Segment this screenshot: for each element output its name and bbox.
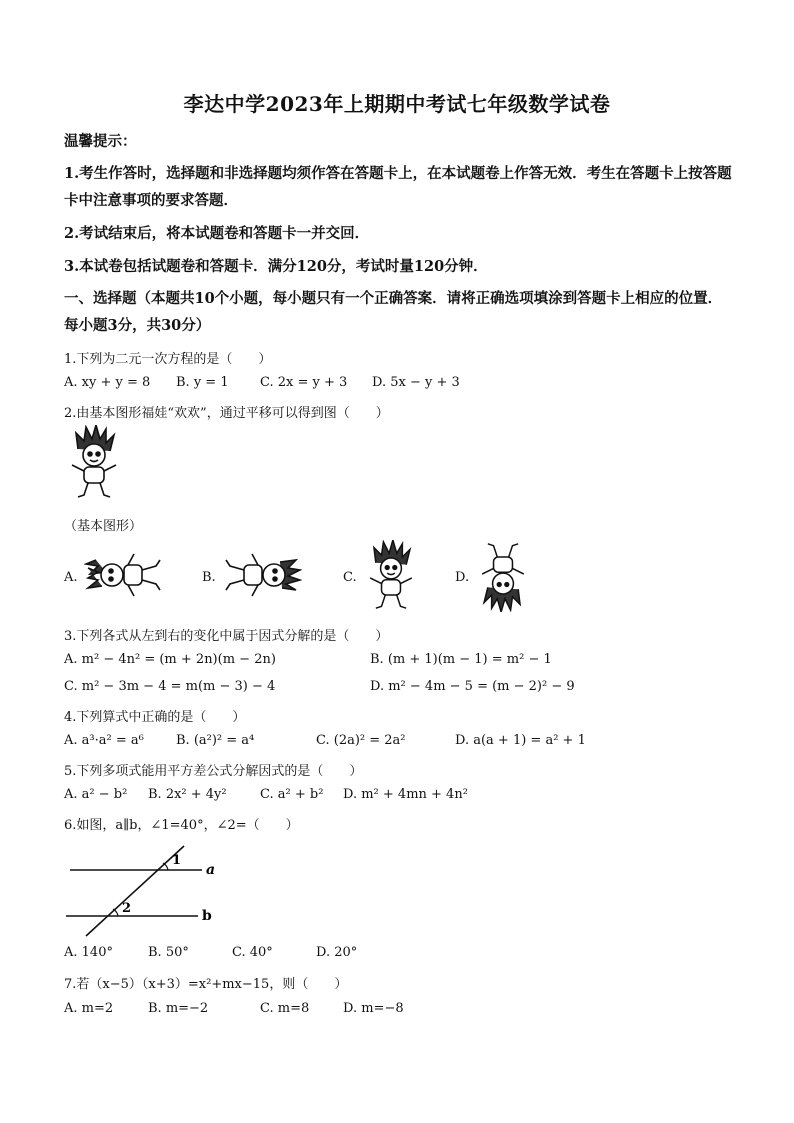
q2-option-b: B. (202, 570, 216, 585)
q4-option-b: B. (a²)² = a⁴ (176, 733, 255, 748)
q4-option-d: D. a(a + 1) = a² + 1 (455, 733, 586, 748)
line-b-label: b (202, 908, 212, 924)
q2-option-c: C. (343, 570, 357, 585)
q7-option-a: A. m=2 (64, 1001, 114, 1016)
question-1-stem: 1.下列为二元一次方程的是（ ） (64, 352, 272, 367)
q3-option-d: D. m² − 4m − 5 = (m − 2)² − 9 (370, 679, 575, 694)
mascot-base-figure (64, 425, 124, 501)
angle-1-label: 1 (172, 853, 182, 868)
q2-option-d: D. (455, 570, 470, 585)
q1-option-b: B. y = 1 (176, 375, 229, 390)
q6-option-d: D. 20° (316, 945, 358, 960)
page-title: 李达中学2023年上期期中考试七年级数学试卷 (183, 92, 611, 116)
mascot-rotated-right-icon (220, 548, 302, 602)
q5-option-b: B. 2x² + 4y² (148, 787, 227, 802)
tip-item-2: 2.考试结束后，将本试题卷和答题卡一并交回． (64, 225, 370, 242)
tips-heading: 温馨提示： (64, 133, 137, 150)
q1-option-a: A. xy + y = 8 (64, 375, 151, 390)
q2-base-caption: （基本图形） (64, 519, 143, 534)
tip-item-1: 1.考生作答时，选择题和非选择题均须作答在答题卡上，在本试题卷上作答无效．考生在答题卡上按答题卡中注意事项的要求答题． (64, 165, 732, 209)
q3-option-a: A. m² − 4n² = (m + 2n)(m − 2n) (64, 652, 276, 667)
q7-option-c: C. m=8 (260, 1001, 310, 1016)
tip-item-3: 3.本试卷包括试题卷和答题卡．满分120分，考试时量120分钟． (64, 258, 488, 275)
question-2-stem: 2.由基本图形福娃“欢欢”，通过平移可以得到图（ ） (64, 406, 389, 421)
question-5-stem: 5.下列多项式能用平方差公式分解因式的是（ ） (64, 764, 363, 779)
q1-option-d: D. 5x − y + 3 (372, 375, 460, 390)
line-a-label: a (206, 862, 216, 878)
question-6-stem: 6.如图，a∥b，∠1=40°，∠2=（ ） (64, 818, 299, 833)
q3-option-b: B. (m + 1)(m − 1) = m² − 1 (370, 652, 552, 667)
question-3-stem: 3.下列各式从左到右的变化中属于因式分解的是（ ） (64, 629, 389, 644)
q5-option-d: D. m² + 4mn + 4n² (343, 787, 468, 802)
q7-option-b: B. m=−2 (148, 1001, 209, 1016)
angle-2-label: 2 (122, 901, 132, 916)
mascot-upside-down-icon (474, 540, 532, 612)
question-7-stem: 7.若（x−5）（x+3）=x²+mx−15，则（ ） (64, 977, 348, 992)
q5-option-a: A. a² − b² (64, 787, 128, 802)
q6-option-b: B. 50° (148, 945, 189, 960)
q1-option-c: C. 2x = y + 3 (260, 375, 348, 390)
section-1-heading: 一、选择题（本题共10个小题，每小题只有一个正确答案．请将正确选项填涂到答题卡上相应的位置．每小题3分，共30分） (64, 290, 723, 334)
q6-option-c: C. 40° (232, 945, 273, 960)
q2-option-a: A. (64, 570, 78, 585)
mascot-rotated-left-icon (84, 548, 166, 602)
mascot-translated-icon (362, 540, 420, 612)
q6-option-a: A. 140° (64, 945, 113, 960)
parallel-lines-figure (60, 838, 230, 938)
q7-option-d: D. m=−8 (343, 1001, 404, 1016)
question-4-stem: 4.下列算式中正确的是（ ） (64, 710, 246, 725)
q5-option-c: C. a² + b² (260, 787, 324, 802)
q4-option-c: C. (2a)² = 2a² (316, 733, 406, 748)
q3-option-c: C. m² − 3m − 4 = m(m − 3) − 4 (64, 679, 276, 694)
q4-option-a: A. a³·a² = a⁶ (64, 733, 144, 748)
